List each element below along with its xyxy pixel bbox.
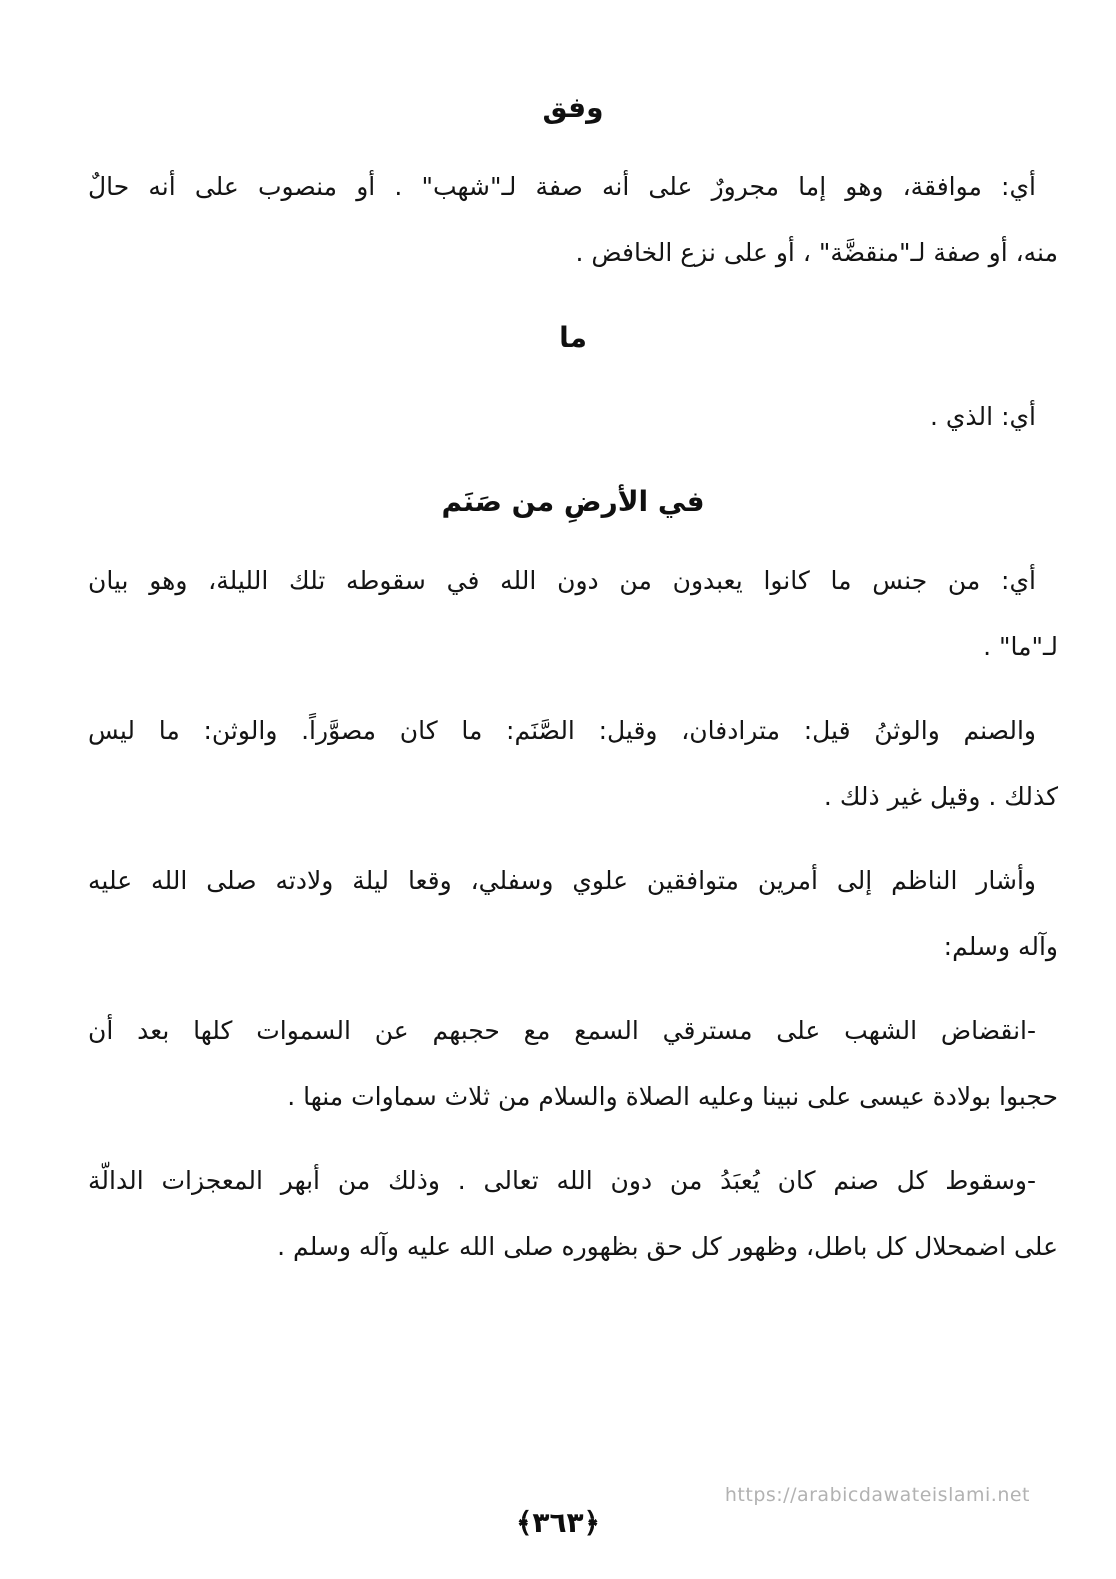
paragraph: [88, 998, 1058, 1130]
paragraph: [88, 384, 1058, 450]
text-line: أي: موافقة، وهو إما مجرورٌ على أنه صفة لـ"شهب" . أو منصوب على أنه حالٌ: [88, 172, 1036, 201]
text-line: على اضمحلال كل باطل، وظهور كل حق بظهوره صلى الله عليه وآله وسلم .: [277, 1232, 1058, 1261]
section-heading: ما: [559, 321, 587, 354]
text-line: منه، أو صفة لـ"منقضَّة" ، أو على نزع الخافض .: [575, 238, 1058, 267]
paragraph: [88, 154, 1058, 286]
section-heading: في الأرضِ من صَنَم: [441, 485, 705, 518]
paragraph: [88, 848, 1058, 980]
text-line: أي: الذي .: [929, 402, 1036, 431]
section-heading: وفق: [542, 91, 604, 124]
watermark-url: https://arabicdawateislami.net: [724, 1484, 1030, 1506]
text-line: أي: من جنس ما كانوا يعبدون من دون الله في سقوطه تلك الليلة، وهو بيان: [88, 566, 1036, 595]
text-line: لـ"ما" .: [983, 632, 1058, 661]
text-line: والصنم والوثنُ قيل: مترادفان، وقيل: الصَّنَم: ما كان مصوَّراً. والوثن: ما ليس: [88, 716, 1036, 745]
text-line: -وسقوط كل صنم كان يُعبَدُ من دون الله تعالى . وذلك من أبهر المعجزات الدالّة: [88, 1166, 1036, 1195]
paragraph: [88, 548, 1058, 680]
text-line: كذلك . وقيل غير ذلك .: [823, 782, 1058, 811]
page-number: ﴿٣٦٣﴾: [515, 1506, 601, 1539]
text-line: -انقضاض الشهب على مسترقي السمع مع حجبهم عن السموات كلها بعد أن: [88, 1016, 1036, 1045]
text-line: وآله وسلم:: [943, 932, 1058, 961]
paragraph: [88, 698, 1058, 830]
text-line: حجبوا بولادة عيسى على نبينا وعليه الصلاة والسلام من ثلاث سماوات منها .: [287, 1082, 1058, 1111]
text-line: وأشار الناظم إلى أمرين متوافقين علوي وسفلي، وقعا ليلة ولادته صلى الله عليه: [88, 866, 1036, 895]
paragraph: [88, 1148, 1058, 1280]
